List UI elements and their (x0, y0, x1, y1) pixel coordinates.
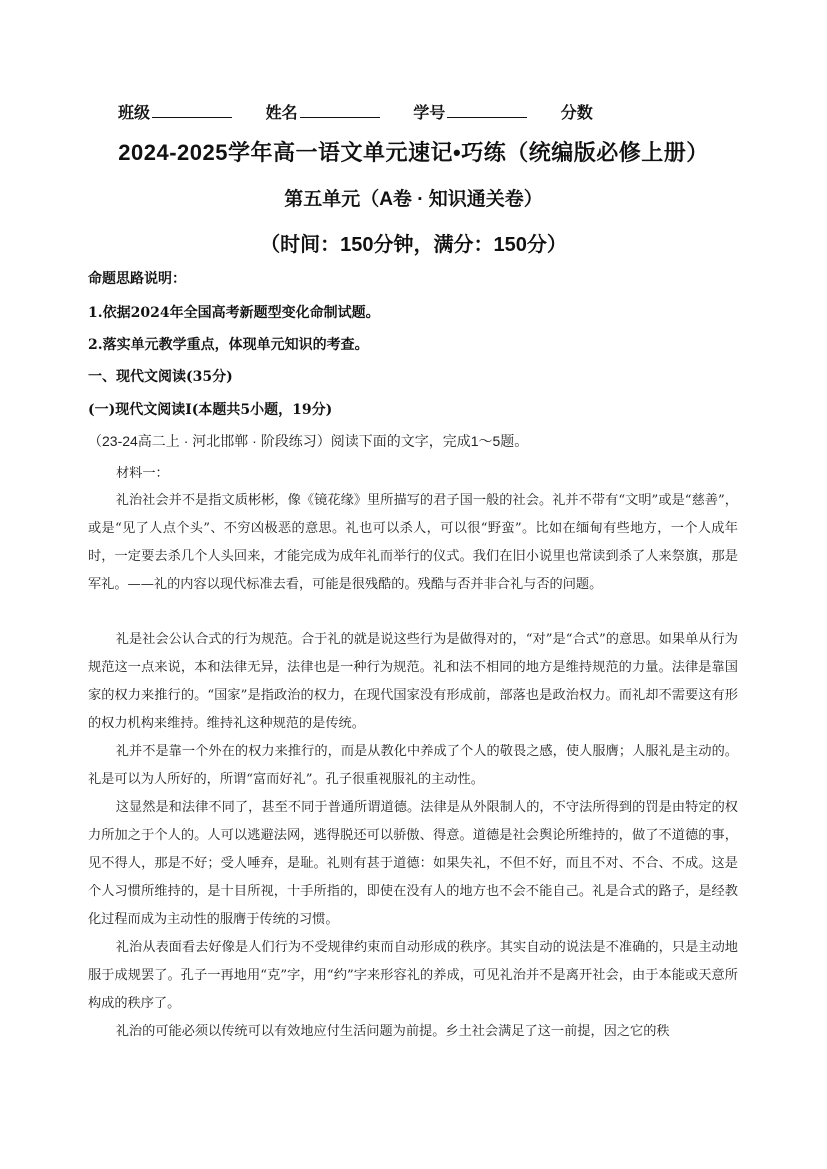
paragraph-4: 这显然是和法律不同了，甚至不同于普通所谓道德。法律是从外限制人的，不守法所得到的罚是由特定的权力所加之于个人的。人可以逃避法网，逃得脱还可以骄傲、得意。道德是社会舆论所维持的，做了不道德的事，见不得人，那是不好；受人唾弃，是耻。礼则有甚于道德：如果失礼，不但不好，而且不对、不合、不成。这是个人习惯所维持的，是十目所视，十手所指的，即使在没有人的地方也不会不能自己。礼是合式的路子，是经教化过程而成为主动性的服膺于传统的习惯。 (88, 800, 738, 927)
explanation-heading: 命题思路说明： (88, 271, 186, 287)
student-id-field[interactable] (413, 100, 527, 123)
explanation-item-1: 1.依据2024年全国高考新题型变化命制试题。 (88, 305, 380, 321)
time-score-line: （时间：150分钟，满分：150分） (260, 234, 567, 256)
score-field (561, 100, 593, 123)
page-title: 2024-2025学年高一语文单元速记•巧练（统编版必修上册） (118, 140, 709, 165)
section-heading: 一、现代文阅读(35分) (88, 369, 233, 385)
paragraph-6: 礼治的可能必须以传统可以有效地应付生活问题为前提。乡土社会满足了这一前提，因之它的秩 (115, 1024, 670, 1039)
name-label: 姓名 (265, 103, 298, 122)
name-field[interactable] (266, 100, 380, 123)
student-id-blank[interactable] (447, 103, 527, 118)
source-note: （23-24高二上 · 河北邯郸 · 阶段练习）阅读下面的文字，完成1～5题。 (88, 433, 529, 449)
paragraph-3: 礼并不是靠一个外在的权力来推行的，而是从教化中养成了个人的敬畏之感，使人服膺；人服礼是主动的。礼是可以为人所好的，所谓“富而好礼”。孔子很重视服礼的主动性。 (88, 744, 738, 787)
material-label: 材料一： (116, 466, 169, 481)
score-label: 分数 (560, 103, 593, 122)
class-label: 班级 (118, 103, 151, 122)
unit-subtitle: 第五单元（A卷 · 知识通关卷） (284, 189, 543, 210)
student-info-fields (118, 100, 621, 123)
subsection-heading: (一)现代文阅读Ⅰ(本题共5小题，19分) (88, 402, 333, 418)
class-field[interactable] (118, 100, 232, 123)
student-id-label: 学号 (413, 103, 446, 122)
paragraph-1: 礼治社会并不是指文质彬彬，像《镜花缘》里所描写的君子国一般的社会。礼并不带有“文明”或是“慈善”，或是“见了人点个头”、不穷凶极恶的意思。礼也可以杀人，可以很“野蛮”。比如在缅甸有些地方，一个人成年时，一定要去杀几个人头回来，才能完成为成年礼而举行的仪式。我们在旧小说里也常读到杀了人来祭旗，那是军礼。——礼的内容以现代标准去看，可能是很残酷的。残酷与否并非合礼与否的问题。 (88, 493, 738, 592)
paragraph-2: 礼是社会公认合式的行为规范。合于礼的就是说这些行为是做得对的，“对”是“合式”的意思。如果单从行为规范这一点来说，本和法律无异，法律也是一种行为规范。礼和法不相同的地方是维持规范的力量。法律是靠国家的权力来推行的。“国家”是指政治的权力，在现代国家没有形成前，部落也是政治权力。而礼却不需要这有形的权力机构来维持。维持礼这种规范的是传统。 (88, 632, 738, 731)
paragraph-5: 礼治从表面看去好像是人们行为不受规律约束而自动形成的秩序。其实自动的说法是不准确的，只是主动地服于成规罢了。孔子一再地用“克”字，用“约”字来形容礼的养成，可见礼治并不是离开社会，由于本能或天意所构成的秩序了。 (88, 940, 738, 1011)
explanation-item-2: 2.落实单元教学重点，体现单元知识的考查。 (88, 337, 369, 353)
name-blank[interactable] (300, 103, 380, 118)
class-blank[interactable] (152, 103, 232, 118)
